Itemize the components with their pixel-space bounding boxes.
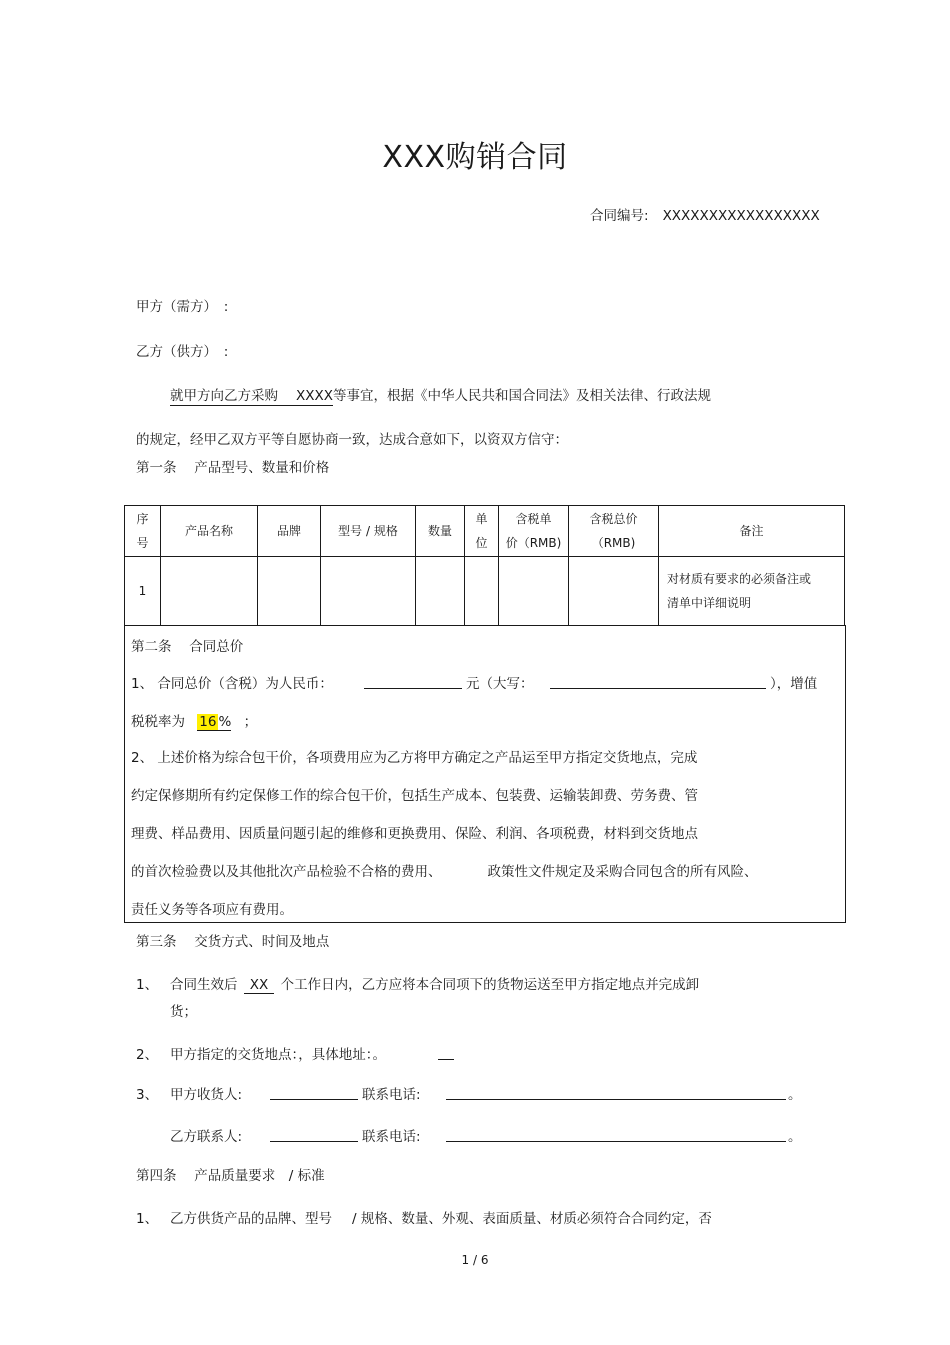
article3-item1-cont: 货； (170, 1004, 197, 1020)
header-cell: 单 位 (465, 506, 499, 557)
header-cell: 型号 / 规格 (321, 506, 416, 557)
article1-title: 第一条 产品型号、数量和价格 (136, 460, 330, 476)
table-cell (465, 557, 499, 626)
table-cell (258, 557, 321, 626)
article2-title: 第二条 合同总价 (131, 639, 244, 655)
article2-line1: 1、 合同总价（含税）为人民币： (131, 676, 333, 692)
remark-cell: 对材质有要求的必须备注或 清单中详细说明 (659, 557, 845, 626)
intro-underlined (170, 388, 333, 406)
contract-number-value: XXXXXXXXXXXXXXXXX (662, 208, 820, 224)
intro-paragraph-line2: 的规定，经甲乙双方平等自愿协商一致，达成合意如下，以资双方信守： (136, 432, 568, 448)
product-table (124, 505, 845, 626)
receiver-blank (270, 1085, 358, 1100)
receiver-phone-blank (446, 1085, 786, 1100)
contact-period: 。 (788, 1129, 802, 1145)
contact-blank (270, 1127, 358, 1142)
delivery-days: XX (244, 977, 275, 994)
article2-line4: 约定保修期所有约定保修工作的综合包干价，包括生产成本、包装费、运输装卸费、劳务费、管 (131, 788, 698, 804)
contact-phone-label: 联系电话: (362, 1129, 421, 1145)
intro-item: XXXX (296, 388, 333, 404)
table-cell (569, 557, 659, 626)
table-row (125, 557, 845, 626)
article3-title: 第三条 交货方式、时间及地点 (136, 934, 330, 950)
table-cell (416, 557, 465, 626)
contract-number (590, 204, 820, 224)
amount-words-blank (550, 674, 766, 689)
contact-phone-blank (446, 1127, 786, 1142)
receiver-phone-label: 联系电话: (362, 1087, 421, 1103)
article4-item1: 乙方供货产品的品牌、型号 / 规格、数量、外观、表面质量、材质必须符合合同约定，否 (170, 1211, 712, 1227)
header-cell: 序 号 (125, 506, 161, 557)
header-cell: 数量 (416, 506, 465, 557)
header-cell: 含税总价 （RMB) (569, 506, 659, 557)
article2-line1-b: 元（大写： (466, 676, 534, 692)
address-blank (438, 1045, 454, 1060)
intro-text-a: 就甲方向乙方采购 (170, 388, 278, 404)
table-cell (499, 557, 569, 626)
article3-item2: 甲方指定的交货地点：，具体地址：。 (170, 1047, 386, 1063)
party-b-line: 乙方（供方） : (136, 344, 229, 360)
article4-item1-no: 1、 (136, 1211, 159, 1227)
contract-number-label: 合同编号: (590, 208, 649, 224)
article2-line7: 责任义务等各项应有费用。 (131, 902, 293, 918)
article3-item1-no: 1、 (136, 977, 159, 993)
header-cell: 含税单 价（RMB) (499, 506, 569, 557)
article2-line5: 理费、样品费用、因质量问题引起的维修和更换费用、保险、利润、各项税费，材料到交货地点 (131, 826, 698, 842)
receiver-period: 。 (788, 1087, 802, 1103)
article3-item3-no: 3、 (136, 1087, 159, 1103)
article3-item1: 合同生效后 XX 个工作日内，乙方应将本合同项下的货物运送至甲方指定地点并完成卸 (170, 977, 700, 993)
header-cell: 产品名称 (161, 506, 258, 557)
article3-item2-no: 2、 (136, 1047, 159, 1063)
page-number: 1 / 6 (461, 1253, 489, 1267)
article2-line1-c: ），增值 (770, 676, 818, 692)
row-number-cell: 1 (125, 557, 161, 626)
tax-rate-value: 16 (199, 714, 217, 730)
receiver-label: 甲方收货人: (170, 1087, 243, 1103)
party-a-line: 甲方（需方） : (136, 299, 229, 315)
article2-line6: 的首次检验费以及其他批次产品检验不合格的费用、 政策性文件规定及采购合同包含的所有风险、 (131, 864, 758, 880)
intro-paragraph-line1 (170, 384, 711, 404)
contact-label: 乙方联系人: (170, 1129, 243, 1145)
document-title: XXX购销合同 (382, 140, 568, 175)
header-cell: 品牌 (258, 506, 321, 557)
table-cell (321, 557, 416, 626)
article2-line3: 2、 上述价格为综合包干价，各项费用应为乙方将甲方确定之产品运至甲方指定交货地点，完成 (131, 750, 698, 766)
intro-text-b: 等事宜，根据《中华人民共和国合同法》及相关法律、行政法规 (333, 388, 711, 404)
amount-blank (364, 674, 462, 689)
table-cell (161, 557, 258, 626)
table-header-row (125, 506, 845, 557)
article4-title: 第四条 产品质量要求 / 标准 (136, 1168, 325, 1184)
header-cell: 备注 (659, 506, 845, 557)
article2-line2: 税税率为 16 % ； (131, 714, 258, 730)
tax-rate-field: 16 % (199, 714, 232, 730)
